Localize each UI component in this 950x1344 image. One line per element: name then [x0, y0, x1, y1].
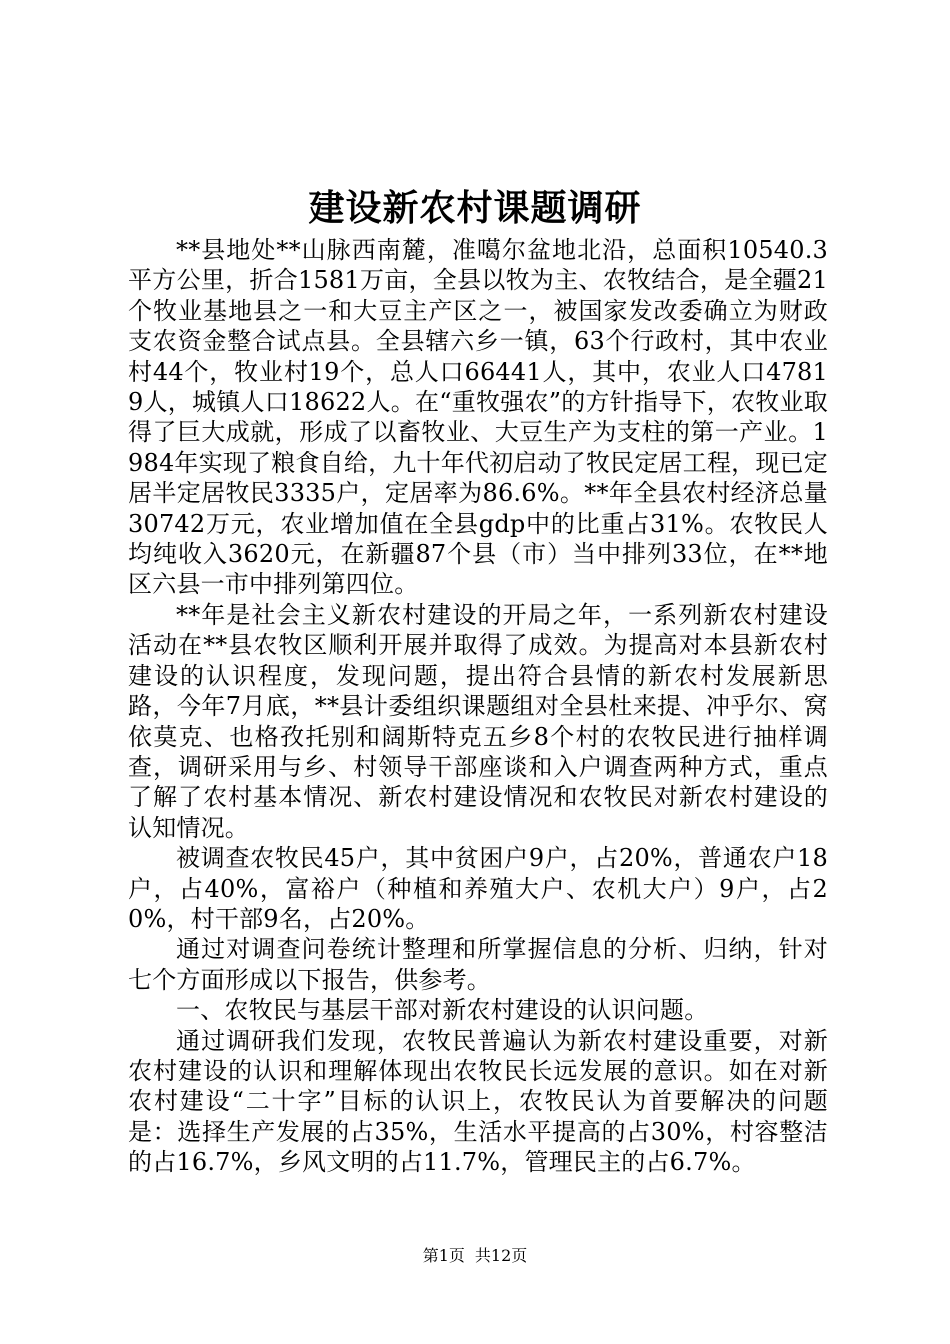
paragraph-report-intro: 通过对调查问卷统计整理和所掌握信息的分析、归纳，针对七个方面形成以下报告，供参考。 — [128, 935, 828, 994]
page-total: 共12页 — [474, 1246, 528, 1265]
page-footer — [0, 1246, 950, 1266]
page-number: 第1页 — [422, 1246, 465, 1265]
document-title: 建设新农村课题调研 — [308, 188, 642, 229]
paragraph-county-overview: **县地处**山脉西南麓，准噶尔盆地北沿，总面积10540.3平方公里，折合1581万亩，全县以牧为主、农牧结合，是全疆21个牧业基地县之一和大豆主产区之一，被国家发改委确立为财政支农资金整合试点县。全县辖六乡一镇，63个行政村，其中农业村44个，牧业村19个，总人口66441人，其中，农业人口47819人，城镇人口18622人。在“重牧强农”的方针指导下，农牧业取得了巨大成就，形成了以畜牧业、大豆生产为支柱的第一产业。1984年实现了粮食自给，九十年代初启动了牧民定居工程，现已定居半定居牧民3335户，定居率为86.6%。**年全县农村经济总量30742万元，农业增加值在全县gdp中的比重占31%。农牧民人均纯收入3620元，在新疆87个县（市）当中排列33位，在**地区六县一市中排列第四位。 — [128, 236, 828, 599]
paragraph-survey-background: **年是社会主义新农村建设的开局之年，一系列新农村建设活动在**县农牧区顺利开展并取得了成效。为提高对本县新农村建设的认识程度，发现问题，提出符合县情的新农村发展新思路，今年7月底，**县计委组织课题组对全县杜来提、冲乎尔、窝依莫克、也格孜托别和阔斯特克五乡8个村的农牧民进行抽样调查，调研采用与乡、村领导干部座谈和入户调查两种方式，重点了解了农村基本情况、新农村建设情况和农牧民对新农村建设的认知情况。 — [128, 600, 828, 842]
document-body — [128, 235, 828, 1178]
section-heading-1: 一、农牧民与基层干部对新农村建设的认识问题。 — [176, 996, 709, 1025]
paragraph-findings: 通过调研我们发现，农牧民普遍认为新农村建设重要，对新农村建设的认识和理解体现出农牧民长远发展的意识。如在对新农村建设“二十字”目标的认识上，农牧民认为首要解决的问题是：选择生产发展的占35%，生活水平提高的占30%，村容整洁的占16.7%，乡风文明的占11.7%，管理民主的占6.7%。 — [128, 1026, 828, 1177]
paragraph-survey-sample: 被调查农牧民45户，其中贫困户9户，占20%，普通农户18户，占40%，富裕户（种植和养殖大户、农机大户）9户，占20%，村干部9名，占20%。 — [128, 844, 828, 933]
